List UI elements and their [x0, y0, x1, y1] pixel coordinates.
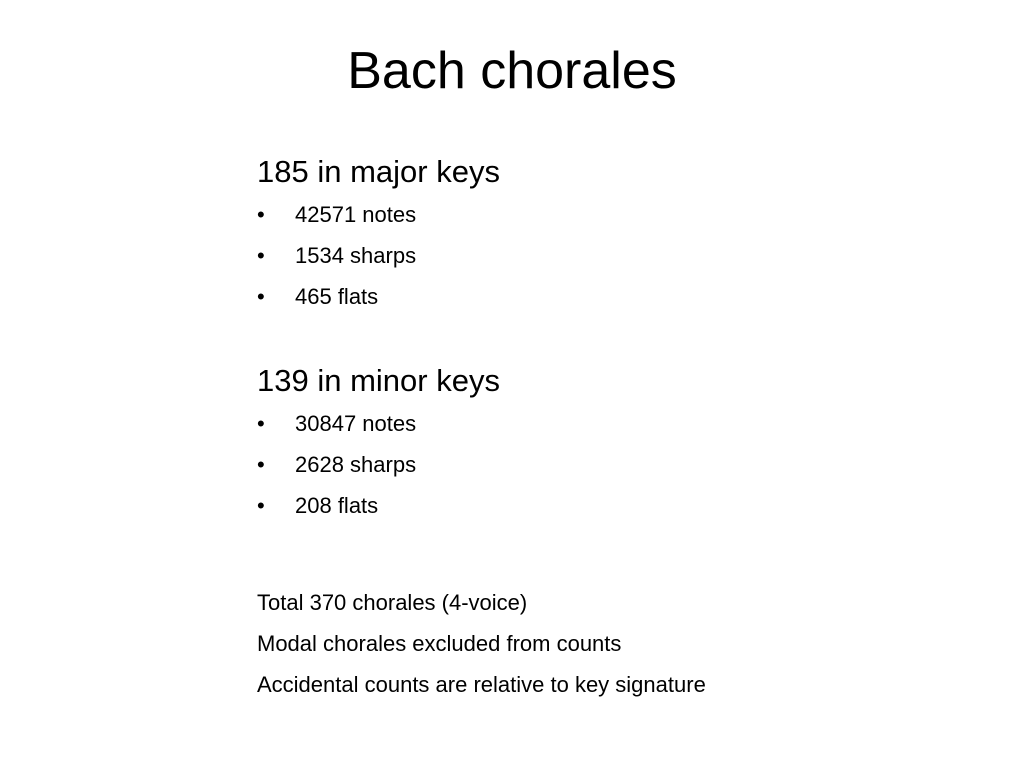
list-item	[257, 485, 957, 526]
major-keys-list	[257, 194, 957, 317]
bullet-icon: •	[257, 243, 265, 268]
list-item	[257, 235, 957, 276]
slide-title: Bach chorales	[347, 42, 677, 100]
major-keys-heading: 185 in major keys	[257, 154, 500, 189]
bullet-icon: •	[257, 452, 265, 477]
list-item-text: 42571 notes	[295, 202, 417, 227]
slide-content	[257, 150, 957, 705]
bullet-icon: •	[257, 284, 265, 309]
list-item	[257, 444, 957, 485]
accidental-note: Accidental counts are relative to key signature	[257, 672, 706, 697]
list-item-text: 2628 sharps	[295, 452, 417, 477]
list-item	[257, 276, 957, 317]
minor-keys-heading: 139 in minor keys	[257, 363, 500, 398]
list-item-text: 465 flats	[295, 284, 379, 309]
spacer	[257, 317, 957, 359]
bullet-icon: •	[257, 202, 265, 227]
list-item	[257, 194, 957, 235]
list-item	[257, 403, 957, 444]
list-item-text: 208 flats	[295, 493, 379, 518]
bullet-icon: •	[257, 411, 265, 436]
minor-keys-list	[257, 403, 957, 526]
modal-note: Modal chorales excluded from counts	[257, 631, 622, 656]
list-item-text: 30847 notes	[295, 411, 417, 436]
spacer	[257, 526, 957, 582]
list-item-text: 1534 sharps	[295, 243, 417, 268]
total-note: Total 370 chorales (4-voice)	[257, 590, 528, 615]
bullet-icon: •	[257, 493, 265, 518]
